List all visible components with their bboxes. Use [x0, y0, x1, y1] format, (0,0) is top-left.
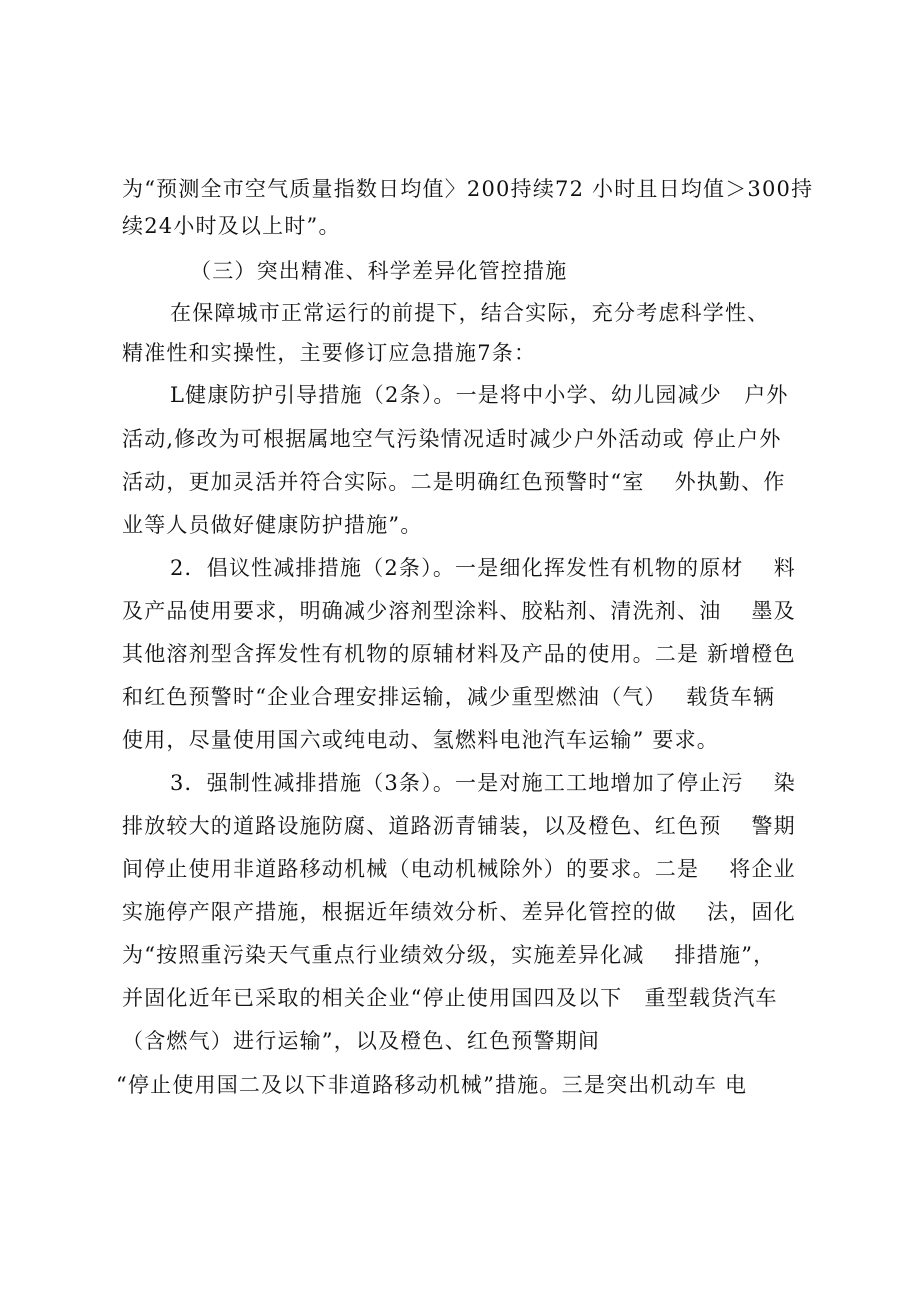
text-line-11: 其他溶剂型含挥发性有机物的原辅材料及产品的使用。二是 新增橙色: [122, 642, 796, 666]
text-line-12: 和红色预警时“企业合理安排运输，减少重型燃油（气） 载货车辆: [122, 685, 776, 709]
text-line-6: 活动,修改为可根据属地空气污染情况适时减少户外活动或 停止户外: [122, 427, 782, 451]
text-line-15: 排放较大的道路设施防腐、道路沥青铺装，以及橙色、红色预 警期: [122, 814, 796, 838]
text-line-20: （含燃气）进行运输”，以及橙色、红色预警期间: [122, 1029, 601, 1053]
text-line-16: 间停止使用非道路移动机械（电动机械除外）的要求。二是 将企业: [122, 857, 796, 881]
text-line-17: 实施停产限产措施，根据近年绩效分析、差异化管控的做 法，固化: [122, 900, 796, 924]
text-line-13: 使用，尽量使用国六或纯电动、氢燃料电池汽车运输” 要求。: [122, 728, 720, 752]
text-line-14: 3．强制性减排措施（3条）。一是对施工工地增加了停止污 染: [170, 771, 796, 795]
text-line-2: 续24小时及以上时”。: [122, 214, 341, 238]
text-line-21: “停止使用国二及以下非道路移动机械”措施。三是突出机动车 电: [116, 1073, 748, 1097]
text-line-7: 活动，更加灵活并符合实际。二是明确红色预警时“室 外执勤、作: [122, 470, 786, 494]
text-line-1: 为“预测全市空气质量指数日均值〉200持续72 小时且日均值＞300持: [122, 177, 814, 201]
text-line-19: 并固化近年已采取的相关企业“停止使用国四及以下 重型载货汽车: [122, 986, 778, 1010]
text-line-3: 在保障城市正常运行的前提下，结合实际，充分考虑科学性、: [170, 301, 770, 325]
text-line-9: 2．倡议性减排措施（2条）。一是细化挥发性有机物的原材 料: [170, 556, 796, 580]
text-line-10: 及产品使用要求，明确减少溶剂型涂料、胶粘剂、清洗剂、油 墨及: [122, 599, 796, 623]
text-line-8: 业等人员做好健康防护措施”。: [122, 513, 423, 537]
section-heading: （三）突出精准、科学差异化管控措施: [190, 259, 568, 283]
text-line-5: L健康防护引导措施（2条）。一是将中小学、幼儿园减少 户外: [170, 383, 789, 407]
text-line-18: 为“按照重污染天气重点行业绩效分级，实施差异化减 排措施”，: [122, 943, 776, 967]
text-line-4: 精准性和实操性，主要修订应急措施7条：: [122, 341, 537, 365]
